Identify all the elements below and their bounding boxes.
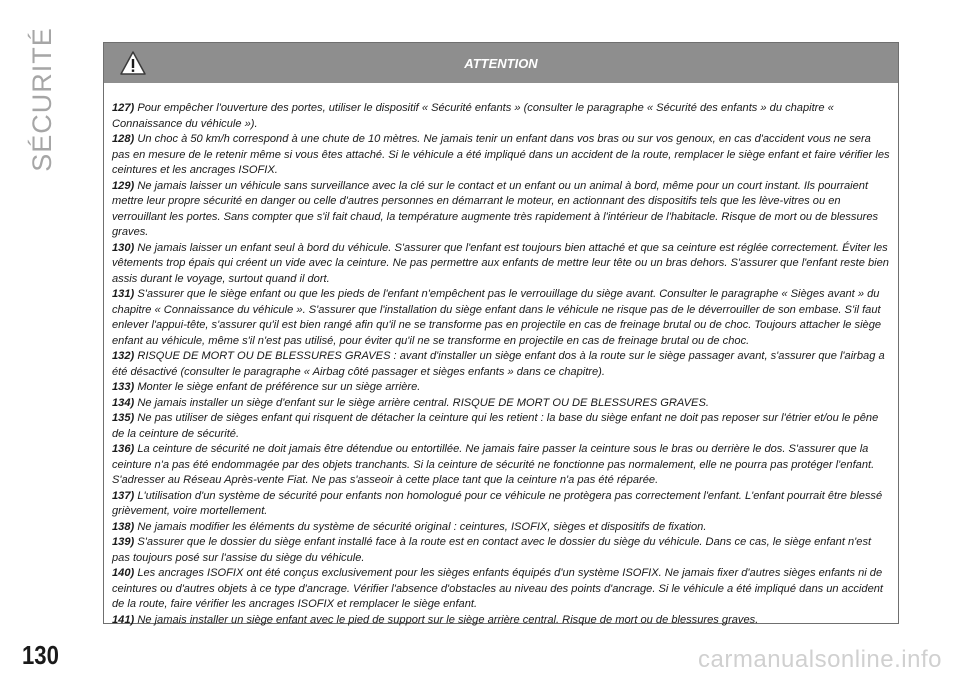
- warning-triangle-icon: [120, 51, 146, 75]
- warning-item-number: 135): [112, 412, 135, 424]
- warning-item-number: 133): [112, 381, 135, 393]
- warning-item-number: 136): [112, 443, 135, 455]
- warning-item: [112, 489, 890, 520]
- warning-item-number: 131): [112, 288, 135, 300]
- warning-item: [112, 241, 890, 288]
- warning-item: [112, 380, 890, 396]
- warning-item-number: 129): [112, 179, 135, 192]
- warning-item-text: S'assurer que le siège enfant ou que les pieds de l'enfant n'empêchent pas le verrouillage du siège avant. Consulter le paragraphe « Sièges avant » du chapitre « Connaissance du véhicule ». S'assurer que l'installation du siège enfant dans le véhicule ne risque pas de le déverrouiller de son embase. S'il faut enlever l'appui-tête, s'assurer qu'il est bien rangé afin qu'il ne se transforme pas en projectile en cas de freinage brutal ou de choc. Toujours attacher le siège enfant au véhicule, même s'il n'est pas utilisé, pour éviter qu'il ne se transforme en projectile en cas de freinage brutal ou de choc.: [112, 288, 882, 347]
- warning-item: [112, 442, 890, 489]
- warning-item-number: 140): [112, 567, 135, 579]
- warning-list: [104, 83, 898, 628]
- warning-item-text: Ne pas utiliser de sièges enfant qui risquent de détacher la ceinture qui les retient : la base du siège enfant ne doit pas reposer sur l'étrier et/ou le pêne de la ceinture de sécurité.: [112, 412, 879, 440]
- warning-item-number: 132): [112, 350, 135, 362]
- warning-item-text: L'utilisation d'un système de sécurité pour enfants non homologué pour ce véhicule ne protègera pas correctement l'enfant. L'enfant pourrait être blessé grièvement, voire mortellement.: [112, 489, 883, 517]
- warning-item-text: S'assurer que le dossier du siège enfant installé face à la route est en contact avec le dossier du siège du véhicule. Dans ce cas, le siège enfant n'est pas toujours posé sur l'assise du siège du véhicule.: [112, 536, 872, 564]
- section-label-text: SÉCURITÉ: [26, 26, 57, 172]
- warning-item-text: Les ancrages ISOFIX ont été conçus exclusivement pour les sièges enfants équipés d'un système ISOFIX. Ne jamais fixer d'autres sièges enfants ni de ceintures ou d'autres objets à ce type d'ancrage. Vérifier l'absence d'obstacles au niveau des points d'ancrage. Si le véhicule a été impliqué dans un accident de la route, faire vérifier les ancrages ISOFIX et remplacer le siège enfant.: [112, 567, 883, 610]
- warning-item-text: Ne jamais installer un siège enfant avec le pied de support sur le siège arrière central. Risque de mort ou de blessures graves.: [137, 613, 759, 626]
- warning-item: [112, 132, 890, 179]
- warning-item-text: Ne jamais installer un siège d'enfant sur le siège arrière central. RISQUE DE MORT OU DE BLESSURES GRAVES.: [137, 396, 709, 409]
- warning-item-number: 141): [112, 613, 135, 626]
- warning-item: [112, 566, 890, 613]
- warning-title: ATTENTION: [464, 55, 538, 71]
- warning-item: [112, 535, 890, 566]
- warning-item-text: RISQUE DE MORT OU DE BLESSURES GRAVES : avant d'installer un siège enfant dos à la route sur le siège passager avant, s'assurer que l'airbag a été désactivé (consulter le paragraphe « Airbag côté passager et sièges enfants » dans ce chapitre).: [112, 350, 885, 378]
- warning-item: [112, 101, 890, 132]
- warning-item-number: 134): [112, 396, 135, 409]
- warning-item: [112, 396, 890, 412]
- section-label: [22, 24, 62, 174]
- warning-item-number: 128): [112, 133, 135, 145]
- warning-item-text: Ne jamais modifier les éléments du système de sécurité original : ceintures, ISOFIX, sièges et dispositifs de fixation.: [137, 520, 707, 533]
- warning-item-text: Monter le siège enfant de préférence sur un siège arrière.: [137, 381, 421, 393]
- warning-item-text: La ceinture de sécurité ne doit jamais être détendue ou entortillée. Ne jamais faire passer la ceinture sous le bras ou derrière le dos. S'assurer que la ceinture n'a pas été endommagée par des objets tranchants. Si la ceinture de sécurité ne fonctionne pas normalement, elle ne pourra pas protéger l'enfant. S'adresser au Réseau Après-vente Fiat. Ne pas s'asseoir à cette place tant que la ceinture n'a pas été réparée.: [112, 443, 875, 486]
- warning-item-number: 138): [112, 520, 135, 533]
- warning-item-number: 127): [112, 102, 135, 114]
- warning-item-text: Ne jamais laisser un enfant seul à bord du véhicule. S'assurer que l'enfant est toujours bien attaché et que sa ceinture est réglée correctement. Éviter les vêtements trop épais qui créent un vide avec la ceinture. Ne pas permettre aux enfants de mettre leur tête ou un bras dehors. S'assurer que l'enfant reste bien assis durant le voyage, surtout quand il dort.: [112, 241, 889, 285]
- watermark: carmanualsonline.info: [698, 646, 942, 673]
- warning-item: [112, 520, 890, 536]
- warning-item-number: 139): [112, 536, 135, 548]
- warning-item: [112, 613, 890, 629]
- warning-item-text: Ne jamais laisser un véhicule sans surveillance avec la clé sur le contact et un enfant ou un animal à bord, même pour un court instant. Ils pourraient mettre leur propre sécurité en danger ou celle d'autres personnes en démarrant le moteur, en actionnant des dispositifs tels que les lève-vitres ou en verrouillant les portes. Sans compter que s'il fait chaud, la température augmente très rapidement à l'intérieur de l'habitacle. Risque de mort ou de blessures graves.: [112, 179, 879, 238]
- warning-item: [112, 411, 890, 442]
- warning-item-text: Un choc à 50 km/h correspond à une chute de 10 mètres. Ne jamais tenir un enfant dans vos bras ou sur vos genoux, en cas d'accident vous ne sera pas en mesure de le retenir même si vous êtes attaché. Si le véhicule a été impliqué dans un accident de la route, remplacer le siège enfant et faire vérifier les ceintures et les ancrages ISOFIX.: [112, 133, 890, 176]
- warning-item-number: 137): [112, 489, 135, 502]
- warning-box: [103, 42, 899, 624]
- warning-header: [104, 43, 898, 83]
- warning-item: [112, 349, 890, 380]
- warning-item-number: 130): [112, 241, 135, 254]
- page-number: 130: [22, 640, 59, 670]
- warning-item-text: Pour empêcher l'ouverture des portes, utiliser le dispositif « Sécurité enfants » (consulter le paragraphe « Sécurité des enfants » du chapitre « Connaissance du véhicule »).: [112, 102, 834, 130]
- warning-item: [112, 287, 890, 349]
- warning-item: [112, 179, 890, 241]
